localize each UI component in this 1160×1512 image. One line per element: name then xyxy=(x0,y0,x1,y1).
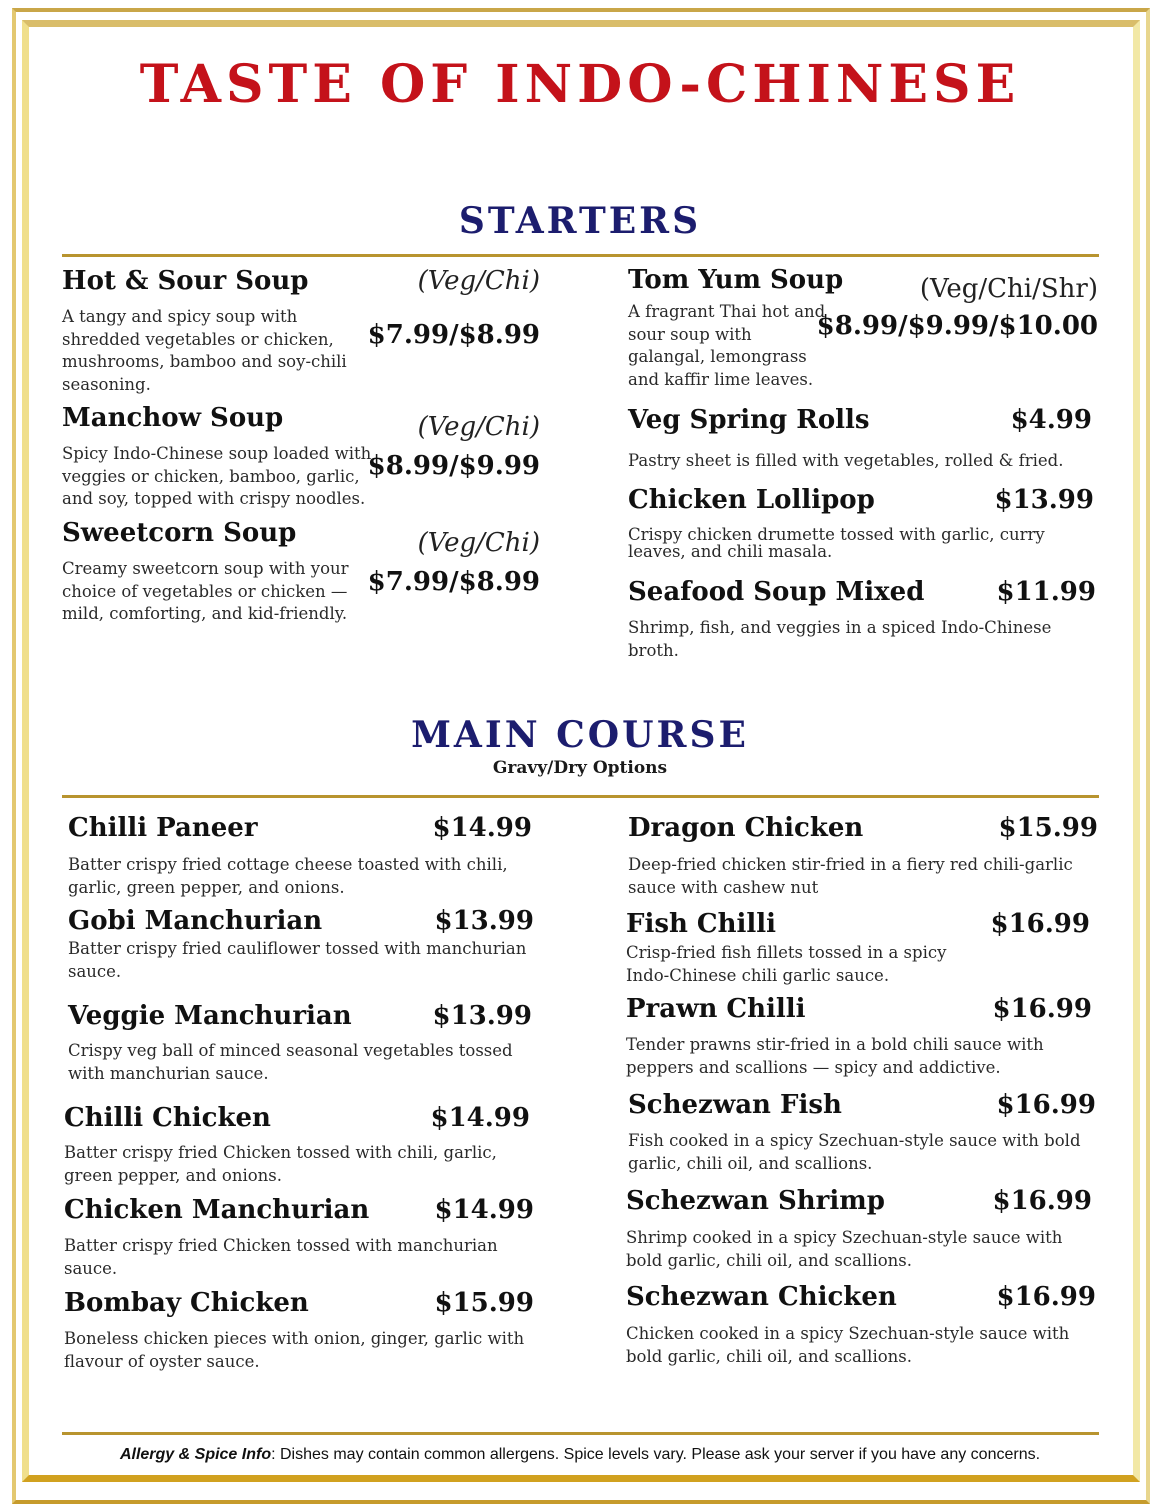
item-price: $14.99 xyxy=(434,1195,534,1225)
item-price: $7.99/$8.99 xyxy=(367,567,540,597)
item-description: Deep-fried chicken stir-fried in a fiery red chili-garlic sauce with cashew nut xyxy=(628,855,1073,897)
item-name: Chilli Chicken xyxy=(64,1103,271,1133)
item-description: Boneless chicken pieces with onion, ginger, garlic with flavour of oyster sauce. xyxy=(64,1329,525,1371)
item-name: Gobi Manchurian xyxy=(68,906,323,936)
item-description: Batter crispy fried Chicken tossed with manchurian sauce. xyxy=(64,1236,498,1278)
item-price: $14.99 xyxy=(430,1103,530,1133)
item-price: $8.99/$9.99/$10.00 xyxy=(816,311,1098,341)
main-course-divider xyxy=(62,795,1099,798)
footer-divider xyxy=(62,1432,1099,1435)
item-name: Chilli Paneer xyxy=(68,813,258,843)
item-description: Batter crispy fried cottage cheese toasted with chili, garlic, green pepper, and onions. xyxy=(68,855,508,897)
item-name: Manchow Soup xyxy=(62,403,284,433)
allergy-info-text: : Dishes may contain common allergens. Spice levels vary. Please ask your server if you have any concerns. xyxy=(271,1446,1041,1463)
item-description: A fragrant Thai hot and sour soup with galangal, lemongrass and kaffir lime leaves. xyxy=(628,302,826,389)
starters-divider xyxy=(62,254,1099,257)
allergy-info-label: Allergy & Spice Info xyxy=(119,1446,272,1463)
item-description: Batter crispy fried cauliflower tossed with manchurian sauce. xyxy=(68,939,527,981)
item-price: $15.99 xyxy=(434,1288,534,1318)
main-course-subheading: Gravy/Dry Options xyxy=(492,758,668,778)
item-description: Shrimp, fish, and veggies in a spiced Indo-Chinese broth. xyxy=(628,618,1052,660)
item-price: $14.99 xyxy=(432,813,532,843)
item-price: $13.99 xyxy=(994,485,1094,515)
item-price: $13.99 xyxy=(434,906,534,936)
item-price: $8.99/$9.99 xyxy=(367,451,540,481)
item-name: Dragon Chicken xyxy=(628,813,864,843)
item-options: (Veg/Chi/Shr) xyxy=(919,274,1098,304)
allergy-info xyxy=(0,1446,1160,1464)
item-description: Pastry sheet is filled with vegetables, rolled & fried. xyxy=(628,451,1064,470)
item-description: Crispy veg ball of minced seasonal vegetables tossed with manchurian sauce. xyxy=(68,1041,513,1083)
item-options: (Veg/Chi) xyxy=(417,266,540,296)
item-price: $16.99 xyxy=(990,909,1090,939)
item-name: Bombay Chicken xyxy=(64,1288,309,1318)
item-price: $15.99 xyxy=(998,813,1098,843)
item-name: Chicken Manchurian xyxy=(64,1195,370,1225)
item-name: Chicken Lollipop xyxy=(628,485,875,515)
item-options: (Veg/Chi) xyxy=(417,528,540,558)
item-name: Veggie Manchurian xyxy=(68,1001,352,1031)
item-name: Veg Spring Rolls xyxy=(628,405,870,435)
item-description: A tangy and spicy soup with shredded vegetables or chicken, mushrooms, bamboo and soy-chili seasoning. xyxy=(62,307,347,394)
item-price: $4.99 xyxy=(1010,405,1092,435)
item-price: $16.99 xyxy=(992,994,1092,1024)
item-price: $16.99 xyxy=(996,1090,1096,1120)
main-course-heading: MAIN COURSE xyxy=(411,714,749,756)
item-description: Creamy sweetcorn soup with your choice of vegetables or chicken — mild, comforting, and kid-friendly. xyxy=(62,559,349,623)
item-name: Tom Yum Soup xyxy=(628,265,844,295)
item-name: Seafood Soup Mixed xyxy=(628,577,925,607)
item-description: Crispy chicken drumette tossed with garlic, curry leaves, and chili masala. xyxy=(628,525,1045,561)
item-name: Schezwan Fish xyxy=(628,1090,842,1120)
item-price: $7.99/$8.99 xyxy=(367,320,540,350)
starters-heading: STARTERS xyxy=(458,200,702,242)
item-name: Fish Chilli xyxy=(626,909,777,939)
item-name: Schezwan Chicken xyxy=(626,1282,897,1312)
item-name: Schezwan Shrimp xyxy=(626,1186,885,1216)
item-description: Chicken cooked in a spicy Szechuan-style sauce with bold garlic, chili oil, and scallions. xyxy=(626,1324,1070,1366)
item-name: Prawn Chilli xyxy=(626,994,806,1024)
item-price: $16.99 xyxy=(992,1186,1092,1216)
item-description: Shrimp cooked in a spicy Szechuan-style sauce with bold garlic, chili oil, and scallions. xyxy=(626,1228,1063,1270)
item-name: Sweetcorn Soup xyxy=(62,518,297,548)
item-description: Spicy Indo-Chinese soup loaded with veggies or chicken, bamboo, garlic, and soy, topped with crispy noodles. xyxy=(62,444,372,508)
item-description: Crisp-fried fish fillets tossed in a spicy Indo-Chinese chili garlic sauce. xyxy=(626,943,947,985)
item-price: $16.99 xyxy=(996,1282,1096,1312)
item-description: Fish cooked in a spicy Szechuan-style sauce with bold garlic, chili oil, and scallions. xyxy=(628,1131,1081,1173)
item-options: (Veg/Chi) xyxy=(417,412,540,442)
menu-title: TASTE OF INDO-CHINESE xyxy=(139,54,1021,115)
item-description: Batter crispy fried Chicken tossed with chili, garlic, green pepper, and onions. xyxy=(64,1143,497,1185)
item-name: Hot & Sour Soup xyxy=(62,266,309,296)
item-price: $11.99 xyxy=(996,577,1096,607)
item-description: Tender prawns stir-fried in a bold chili sauce with peppers and scallions — spicy and addictive. xyxy=(626,1035,1044,1077)
item-price: $13.99 xyxy=(432,1001,532,1031)
